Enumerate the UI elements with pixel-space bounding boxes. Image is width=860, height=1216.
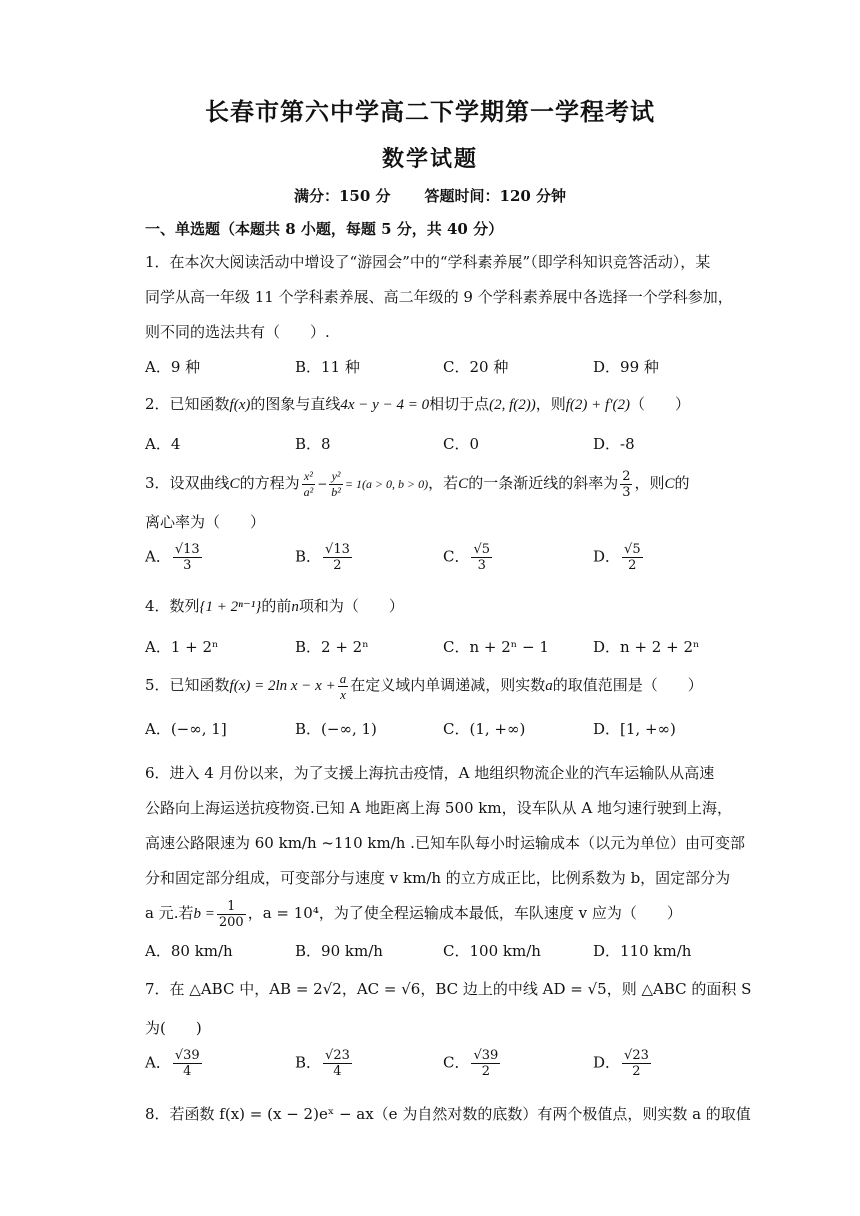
- q6-option-a: A．80 km/h: [145, 942, 233, 960]
- q6-option-d: D．110 km/h: [593, 942, 692, 960]
- q4-text: 的前: [261, 597, 292, 615]
- q3-text: 3．设双曲线: [145, 474, 230, 492]
- q6-line-3: 高速公路限速为 60 km/h ~110 km/h .已知车队每小时运输成本（以元为单位）由可变部: [145, 834, 745, 852]
- q3-text: 的: [674, 474, 690, 492]
- q3-curve-symbol: C: [229, 476, 240, 492]
- q6-option-c: C．100 km/h: [443, 942, 541, 960]
- score-info: 满分：150 分: [293, 187, 391, 205]
- q4-option-b: B．2 + 2ⁿ: [295, 638, 369, 656]
- q2-expression: f(2) + f′(2): [565, 397, 630, 413]
- q3-line-2: 离心率为（ ）: [145, 513, 266, 531]
- q4-option-d: D．n + 2 + 2ⁿ: [593, 638, 700, 656]
- q2-text: 相切于点: [429, 395, 490, 413]
- q3-equation-tail: = 1(a > 0, b > 0): [344, 477, 429, 491]
- q3-curve-symbol: C: [458, 476, 469, 492]
- q5-stem: [145, 668, 703, 703]
- q1-option-c: C．20 种: [443, 358, 509, 376]
- q5-text: 5．已知函数: [145, 676, 230, 694]
- q1-line-3: 则不同的选法共有（ ）.: [145, 323, 330, 341]
- q6-b-equation: b =: [193, 906, 215, 922]
- q4-stem: [145, 596, 404, 617]
- q7-line-2: 为( ): [145, 1019, 202, 1037]
- q3-text: ，若: [428, 474, 459, 492]
- q6-line-2: 公路向上海运送抗疫物资.已知 A 地距离上海 500 km，设车队从 A 地匀速行驶到上海，: [145, 799, 732, 817]
- q7-option-c: C． $\frac{√39}{2}$: [443, 1048, 499, 1079]
- q7-option-b: B． $\frac{√23}{4}$: [295, 1048, 350, 1079]
- time-info: 答题时间：120 分钟: [424, 187, 567, 205]
- q4-n-symbol: n: [291, 599, 299, 615]
- q3-fraction-x: $\frac{\text{x²}}{\text{a²}}$: [303, 468, 314, 499]
- q5-option-a: A．(−∞, 1]: [145, 720, 227, 738]
- q2-text: 的图象与直线: [250, 395, 341, 413]
- q5-option-c: C．(1, +∞): [443, 720, 526, 738]
- q3-option-d: D． $\frac{√5}{2}$: [593, 542, 641, 573]
- q1-option-a: A．9 种: [145, 358, 201, 376]
- q1-option-b: B．11 种: [295, 358, 360, 376]
- q3-text: 的方程为: [239, 474, 300, 492]
- q2-text: （ ）: [629, 395, 690, 413]
- q5-text: 的取值范围是（ ）: [552, 676, 703, 694]
- q3-text: 的一条渐近线的斜率为: [468, 474, 619, 492]
- q5-fraction: $\frac{a}{x}$: [339, 670, 347, 702]
- q5-a-symbol: a: [545, 678, 553, 694]
- q7-options: [145, 1048, 745, 1088]
- q7-option-d: D． $\frac{√23}{2}$: [593, 1048, 649, 1079]
- exam-info: [0, 185, 860, 206]
- q6-fraction: $\frac{1}{200}$: [218, 898, 244, 930]
- q3-fraction-y: $\frac{\text{y²}}{\text{b²}}$: [331, 468, 341, 499]
- q6-line-4: 分和固定部分组成，可变部分与速度 v km/h 的立方成正比，比例系数为 b，固定部分为: [145, 869, 731, 887]
- q6-text: a 元.若: [145, 904, 194, 922]
- q4-option-a: A．1 + 2ⁿ: [145, 638, 219, 656]
- q4-option-c: C．n + 2ⁿ − 1: [443, 638, 549, 656]
- q3-option-c: C． $\frac{√5}{3}$: [443, 542, 491, 573]
- q7-line-1: 7．在 △ABC 中，AB = 2√2，AC = √6，BC 边上的中线 AD = √5，则 △ABC 的面积 S: [145, 980, 752, 998]
- q6-line-1: 6．进入 4 月份以来，为了支援上海抗击疫情，A 地组织物流企业的汽车运输队从高速: [145, 764, 715, 782]
- q3-option-b: B． $\frac{√13}{2}$: [295, 542, 350, 573]
- q6-line-5: [145, 896, 682, 931]
- q4-text: 项和为（ ）: [298, 597, 404, 615]
- q5-option-b: B．(−∞, 1): [295, 720, 377, 738]
- q2-text: ，则: [535, 395, 566, 413]
- q2-option-d: D．-8: [593, 435, 635, 453]
- q1-line-2: 同学从高一年级 11 个学科素养展、高二年级的 9 个学科素养展中各选择一个学科参加，: [145, 288, 733, 306]
- q7-option-a: A． $\frac{√39}{4}$: [145, 1048, 200, 1079]
- q2-line-equation: 4x − y − 4 = 0: [340, 397, 430, 413]
- q4-text: 4．数列: [145, 597, 200, 615]
- q5-option-d: D．[1, +∞): [593, 720, 676, 738]
- q3-option-a: A． $\frac{√13}{3}$: [145, 542, 200, 573]
- q8-line-1: 8．若函数 f(x) = (x − 2)eˣ − ax（e 为自然对数的底数）有两个极值点，则实数 a 的取值: [145, 1105, 751, 1123]
- q2-function: f(x): [229, 397, 251, 413]
- q3-slope: $\frac{2}{3}$: [622, 468, 631, 500]
- q2-option-c: C．0: [443, 435, 480, 453]
- q2-option-b: B．8: [295, 435, 331, 453]
- q6-text: ，a = 10⁴，为了使全程运输成本最低，车队速度 v 应为（ ）: [247, 904, 682, 922]
- q3-options: [145, 542, 745, 582]
- q5-text: 在定义域内单调递减，则实数: [350, 676, 546, 694]
- q5-function: f(x) = 2ln x − x +: [229, 678, 336, 694]
- q2-option-a: A．4: [145, 435, 181, 453]
- q4-sequence: {1 + 2ⁿ⁻¹}: [199, 599, 262, 615]
- q2-point: (2, f(2)): [489, 397, 536, 413]
- q3-curve-symbol: C: [664, 476, 675, 492]
- q6-option-b: B．90 km/h: [295, 942, 383, 960]
- q3-stem: 3．设双曲线C的方程为 $\frac{\text{x²}}{\text{a²}}$ − $\frac{\text{y²}}{\text{b²}}$ = 1(a > 0, b > 0)，若C的一条渐近线的斜率为 $\frac{2}{3}$ ，则C的: [145, 468, 690, 500]
- subject-title: 数学试题: [381, 146, 478, 172]
- q1-line-1: 1．在本次大阅读活动中增设了“游园会”中的“学科素养展”（即学科知识竞答活动），某: [145, 253, 711, 271]
- q2-stem: [145, 394, 690, 415]
- section-heading: 一、单选题（本题共 8 小题，每题 5 分，共 40 分）: [145, 220, 504, 238]
- q3-text: ，则: [634, 474, 665, 492]
- exam-title: 长春市第六中学高二下学期第一学程考试: [205, 97, 655, 126]
- q1-option-d: D．99 种: [593, 358, 659, 376]
- q2-text: 2．已知函数: [145, 395, 230, 413]
